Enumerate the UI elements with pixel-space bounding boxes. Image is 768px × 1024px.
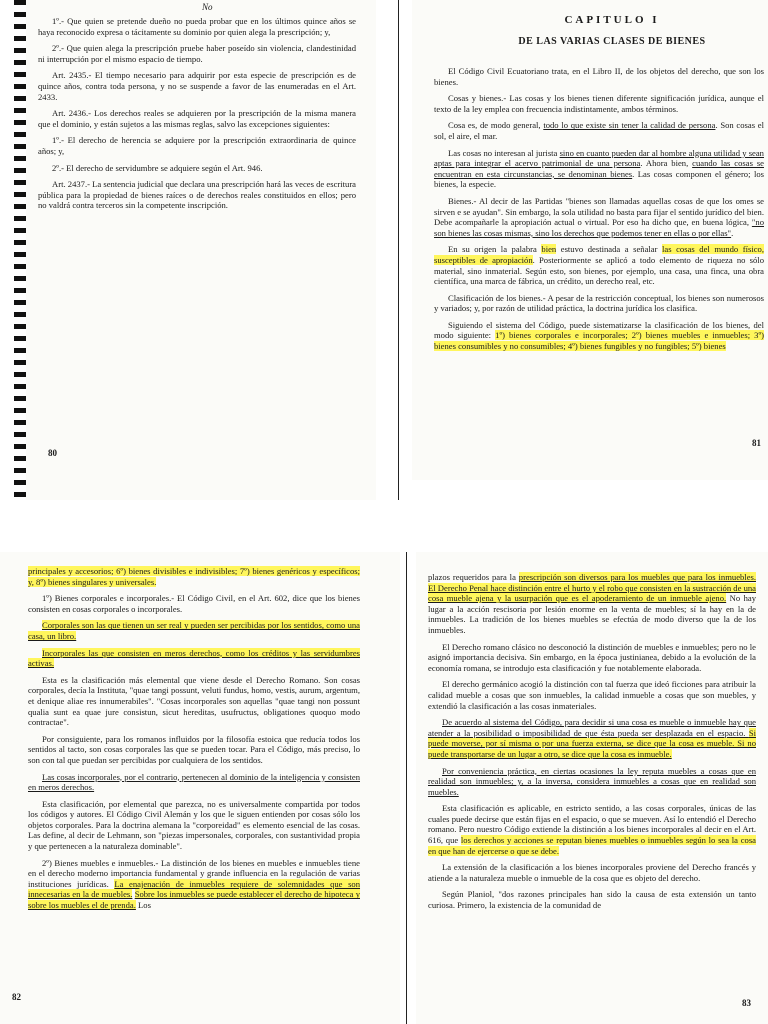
highlighted-text: los derechos y acciones se reputan bienes muebles o inmuebles según lo sea la cosa en que han de ejercerse o que se debe. <box>428 835 756 856</box>
paragraph: Art. 2436.- Los derechos reales se adquieren por la prescripción de la misma manera que el dominio, y están sujetos a las mismas reglas, salvo las excepciones siguientes: <box>38 108 356 129</box>
text-run: No hay lugar a la acción rescisoria por lesión enorme en la venta de muebles; sí la hay en la de inmuebles. La tradición de los bienes muebles se efectúa de modo diverso que la de los inmuebles. <box>428 593 756 635</box>
highlighted-text: las cosas del mundo físico, susceptibles de apropiación <box>434 244 765 265</box>
paragraph <box>428 766 756 798</box>
handwritten-mark: No <box>202 2 213 12</box>
text-run: Esta clasificación es aplicable, en estricto sentido, a las cosas corporales, únicas de las cuales puede decirse que están fijas en el espacio, o que se mueven. Así lo entendió el Derecho romano. Pero nuestro Código extiende la distinción a los bienes incorporales al decir en el Art. 616, que <box>428 803 756 846</box>
page-divider <box>398 0 399 500</box>
page-number: 82 <box>12 992 21 1002</box>
page-number: 81 <box>752 438 761 448</box>
text-run: En su origen la palabra <box>448 244 542 255</box>
text-run: Los <box>135 900 151 911</box>
highlighted-text: Si puede moverse, por sí misma o por una fuerza externa, se dice que la cosa es mueble. Si no puede transportarse de un lugar a otro, se dice que la cosa es inmueble. <box>428 727 756 759</box>
page-82 <box>0 552 400 1024</box>
page-82-text <box>28 566 360 917</box>
highlighted-text: 1º) bienes corporales e incorporales; 2º) bienes muebles e inmuebles; 3º) bienes consumibles y no consumibles; 4º) bienes fungibles y no fungibles; 5º) bienes <box>434 330 764 352</box>
paragraph <box>434 196 764 238</box>
paragraph <box>428 717 756 759</box>
highlighted-text: Corporales son las que tienen un ser real y pueden ser percibidas por los sentidos, como una casa, un libro. <box>28 620 360 641</box>
page-number: 80 <box>48 448 57 458</box>
paragraph <box>428 572 756 636</box>
highlighted-text: La enajenación de inmuebles requiere de solemnidades que son innecesarias en la de muebles. <box>28 878 361 900</box>
underlined-text: todo lo que existe sin tener la calidad de persona <box>543 120 716 131</box>
underlined-text: Por conveniencia práctica, en ciertas ocasiones la ley reputa muebles a cosas que en realidad son inmuebles; y, a la inversa, considera inmuebles a cosas que en realidad son muebles. <box>428 765 756 797</box>
paragraph: 1º) Bienes corporales e incorporales.- El Código Civil, en el Art. 602, dice que los bienes consisten en cosas corporales o incorporales. <box>28 593 360 614</box>
underlined-text: De acuerdo al sistema del Código, para decidir si una cosa es mueble o inmueble hay que atender a la posibilidad o imposibilidad de que ésta pueda ser desplazada en el espacio. <box>428 717 756 738</box>
text-run: 2º) Bienes muebles e inmuebles.- La distinción de los bienes en muebles e inmuebles tiene en el derecho moderno importancia fundamental y grande influencia en la regulación de varias instituciones jurídicas. <box>28 857 360 889</box>
underlined-text: "no son bienes las cosas mismas, sino los derechos que podemos tener en ellas o por ellas" <box>434 217 764 238</box>
text-run: plazos requeridos para la <box>428 572 519 582</box>
paragraph <box>28 772 360 793</box>
text-run: . Ahora bien, <box>640 158 693 169</box>
paragraph: 2º.- El derecho de servidumbre se adquiere según el Art. 946. <box>52 162 263 173</box>
paragraph <box>434 244 764 286</box>
page-divider <box>406 552 407 1024</box>
paragraph <box>434 320 764 352</box>
underlined-text: sino en cuanto pueden dar al hombre alguna utilidad y sean aptas para integrar el acervo patrimonial de una persona <box>434 147 764 169</box>
page-83 <box>416 552 768 1024</box>
paragraph: Esta es la clasificación más elemental que viene desde el Derecho Romano. Son cosas corporales, decía la Instituta, "quae tangi possunt, veluti fundus, homo, vestis, aurum, argentum, et denique aliae res innumerabiles". "Cosas incorporales son aquellas "quae tangi non possunt qualia sunt ea quae jure consistun, sicut hereditas, usufructus, obligationes quoquo modo contractae". <box>28 674 360 728</box>
page-81 <box>412 0 768 480</box>
text-run: Las cosas no interesan al jurista <box>448 147 560 158</box>
paragraph: La extensión de la clasificación a los bienes incorporales proviene del Derecho francés y atiende a la naturaleza mueble o inmueble de la cosa que es objeto del derecho. <box>428 862 756 883</box>
highlighted-text: bien <box>541 244 557 255</box>
text-run: . Las cosas componen el género; los bienes, la especie. <box>434 168 764 190</box>
paragraph <box>28 620 360 641</box>
text-run: . <box>731 227 734 238</box>
highlighted-text: Incorporales las que consisten en meros derechos, como los créditos y las servidumbres activas. <box>28 647 360 669</box>
spread-gap <box>0 500 768 552</box>
paragraph: Cosas y bienes.- Las cosas y los bienes tienen diferente significación jurídica, aunque el texto de la ley emplea con frecuencia indistintamente, ambos términos. <box>434 93 764 114</box>
page-81-text <box>434 66 764 358</box>
highlighted-text: principales y accesorios; 6º) bienes divisibles e indivisibles; 7º) bienes genéricos y específicos; y, 8º) bienes singulares y universales. <box>28 566 360 587</box>
underlined-text: cuando las cosas se encuentran en esta circunstancias, se denominan bienes <box>434 158 764 179</box>
paragraph: Art. 2437.- La sentencia judicial que declara una prescripción hará las veces de escritura pública para la propiedad de bienes raíces o de derechos reales constituidos en ellos; pero no valdrá contra terceros sin la competente inscripción. <box>38 179 356 211</box>
paragraph: El Código Civil Ecuatoriano trata, en el Libro II, de los objetos del derecho, que son los bienes. <box>434 66 764 87</box>
page-number: 83 <box>742 998 751 1008</box>
text-run: . Son cosas el sol, el aire, el mar. <box>434 120 764 141</box>
chapter-title: DE LAS VARIAS CLASES DE BIENES <box>518 36 706 47</box>
paragraph <box>428 803 756 856</box>
paragraph: El derecho germánico acogió la distinción con tal fuerza que ideó ficciones para atribuir la calidad mueble a cosas que son inmuebles, la calidad inmueble a cosas que son muebles, y extendió la clasificación a las cosas inmateriales. <box>428 679 756 711</box>
chapter-heading: CAPITULO I <box>564 14 660 26</box>
paragraph: Por consiguiente, para los romanos influidos por la filosofía estoica que reducía todos los sentidos al tacto, son cosas corporales las que se pueden tocar. Para el Código, más preciso, lo son con tal que puedan ser percibidas por cualquiera de los sentidos. <box>28 733 360 765</box>
paragraph <box>28 648 360 669</box>
paragraph: 2º.- Que quien alega la prescripción pruebe haber poseído sin violencia, clandestinidad ni interrupción por el mismo espacio de tiempo. <box>38 43 356 64</box>
paragraph: Art. 2435.- El tiempo necesario para adquirir por esta especie de prescripción es de quince años, contra toda persona, y no se suspende a favor de las enumeradas en el Art. 2433. <box>38 70 356 102</box>
page-80 <box>14 0 376 500</box>
text-run: . Posteriormente se aplicó a todo elemento de riqueza no sólo material, sino inmaterial. Según esto, son bienes, por ejemplo, una casa, una finca, una obra científica, una marca de fábrica, un crédito, un derecho real, etc. <box>434 254 764 287</box>
highlighted-text: Sobre los inmuebles se puede establecer el derecho de hipoteca y sobre los muebles el de prenda. <box>28 889 360 911</box>
underlined-text: Las cosas incorporales, por el contrario, pertenecen al dominio de la inteligencia y consisten en meros derechos. <box>28 771 360 793</box>
paragraph <box>28 858 360 911</box>
text-run: Siguiendo el sistema del Código, puede sistematizarse la clasificación de los bienes, del modo siguiente: <box>434 319 764 341</box>
highlighted-text: prescripción son diversos para los muebles que para los inmuebles. El Derecho Penal hace distinción entre el hurto y el robo que consisten en la sustracción de una cosa mueble ajena y la usurpación que es el apoderamiento de un inmueble ajeno. <box>428 572 756 604</box>
paragraph: Esta clasificación, por elemental que parezca, no es universalmente compartida por todos los códigos y autores. El Código Civil Alemán y los que le siguen entienden por cosas sólo los objetos corporales. Para la doctrina alemana la "corporeidad" es elemento esencial de las cosas. Las define, al decir de Lehmann, son "piezas impersonales, corporales, con sustantividad propia y que pertenecen a la naturaleza dominable". <box>28 798 360 852</box>
text-run: Bienes.- Al decir de las Partidas "bienes son llamadas aquellas cosas de que los omes se sirven e se ayudan". Sin embargo, la sola utilidad no basta para fijar el sentido jurídico del bien. Debe acompañarle la apropiación actual o virtual. Por eso ha dicho que, en buena lógica, <box>434 195 764 228</box>
paragraph: El Derecho romano clásico no desconoció la distinción de muebles e inmuebles; pero no le asignó importancia decisiva. Sin embargo, en la época justinianea, debido a la evolución de la economía romana, se introdujo esta clasificación y fue notablemente elaborada. <box>428 641 756 673</box>
page-83-text <box>428 572 756 917</box>
spiral-binding <box>14 0 26 500</box>
page-80-text <box>38 16 356 217</box>
paragraph: 1º.- Que quien se pretende dueño no pueda probar que en los últimos quince años se haya reconocido expresa o tácitamente su dominio por quien alega la prescripción; y, <box>38 16 356 37</box>
paragraph: Clasificación de los bienes.- A pesar de la restricción conceptual, los bienes son numerosos y variados; y, por razón de utilidad práctica, la doctrina jurídica los clasifica. <box>434 292 764 314</box>
paragraph <box>28 566 360 587</box>
text-run: estuvo destinada a señalar <box>556 244 663 255</box>
paragraph <box>434 120 764 141</box>
paragraph <box>434 148 764 190</box>
paragraph: Según Planiol, "dos razones principales han sido la causa de esta extensión un tanto curiosa. Primero, la existencia de la comunidad de <box>428 889 756 911</box>
text-run: Cosa es, de modo general, <box>448 120 544 131</box>
paragraph: 1º.- El derecho de herencia se adquiere por la prescripción extraordinaria de quince años; y, <box>38 135 356 156</box>
